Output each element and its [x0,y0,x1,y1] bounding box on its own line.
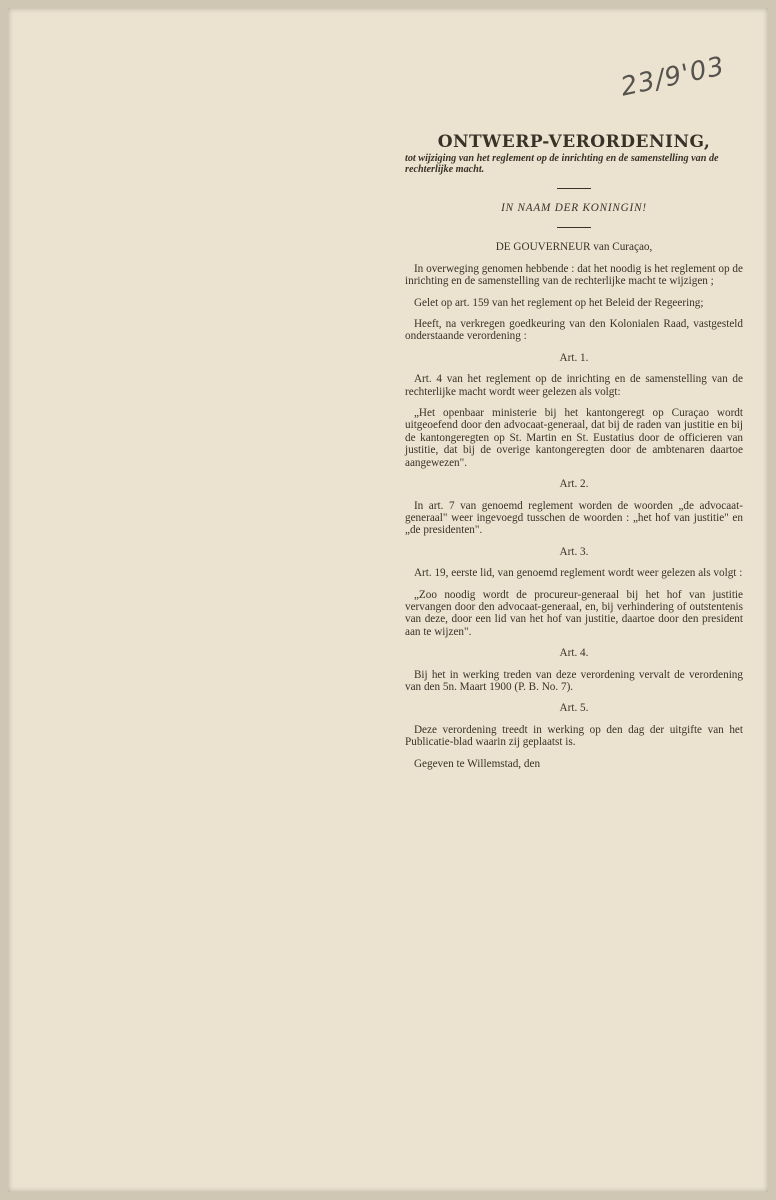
article-1-text: Art. 4 van het reglement op de inrichting en de samenstelling van de rechterlijke macht wordt weer gelezen als volgt: [405,373,743,398]
article-1-heading: Art. 1. [559,351,589,364]
divider [557,188,591,189]
paragraph-noting: Gelet op art. 159 van het reglement op het Beleid der Regeering; [413,296,704,309]
governor-line: DE GOUVERNEUR van Curaçao, [495,241,653,254]
document-page [8,8,768,1192]
paragraph-enacted: Heeft, na verkregen goedkeuring van den Kolonialen Raad, vastgesteld onderstaande verordening : [405,318,743,343]
article-1-quote: „Het openbaar ministerie bij het kantongeregt op Curaçao wordt uitgeoefend door den advocaat-generaal, dat bij de raden van justitie en bij de kantongeregten op St. Martin en St. Eustatius door de officieren van justitie, dat bij de overige kantongeregten door de ambtenaren daartoe aangewezen". [405,407,743,469]
article-4-text: Bij het in werking treden van deze verordening vervalt de verordening van den 5n. Maart 1900 (P. B. No. 7). [405,668,743,693]
royal-heading: IN NAAM DER KONINGIN! [501,202,647,214]
paragraph-considering: In overweging genomen hebbende : dat het noodig is het reglement op de inrichting en de samenstelling van de rechterlijke macht te wijzigen ; [405,262,743,288]
article-2-text: In art. 7 van genoemd reglement worden de woorden „de advocaat-generaal" weer ingevoegd tusschen de woorden : „het hof van justitie" en „de presidenten". [405,499,743,537]
article-4-heading: Art. 4. [559,647,589,660]
article-5-text: Deze verordening treedt in werking op den dag der uitgifte van het Publicatie-blad waarin zij geplaatst is. [405,723,743,749]
divider [557,227,591,228]
handwritten-date: 23/9'03 [618,51,728,103]
article-5-heading: Art. 5. [559,702,589,715]
given-at-line: Gegeven te Willemstad, den [413,757,541,770]
document-title: ONTWERP-VERORDENING, [437,132,711,152]
document-subtitle: tot wijziging van het reglement op de inrichting en de samenstelling van de rechterlijke macht. [405,153,719,175]
article-3-text: Art. 19, eerste lid, van genoemd reglement wordt weer gelezen als volgt : [413,567,743,580]
article-2-heading: Art. 2. [559,478,589,491]
document-body [405,132,743,779]
article-3-quote: „Zoo noodig wordt de procureur-generaal bij het hof van justitie vervangen door den advocaat-generaal, en, bij verhindering of outstentenis van deze, door een lid van het hof van justitie, daartoe door den president aan te wijzen". [405,588,743,638]
article-3-heading: Art. 3. [559,545,589,558]
